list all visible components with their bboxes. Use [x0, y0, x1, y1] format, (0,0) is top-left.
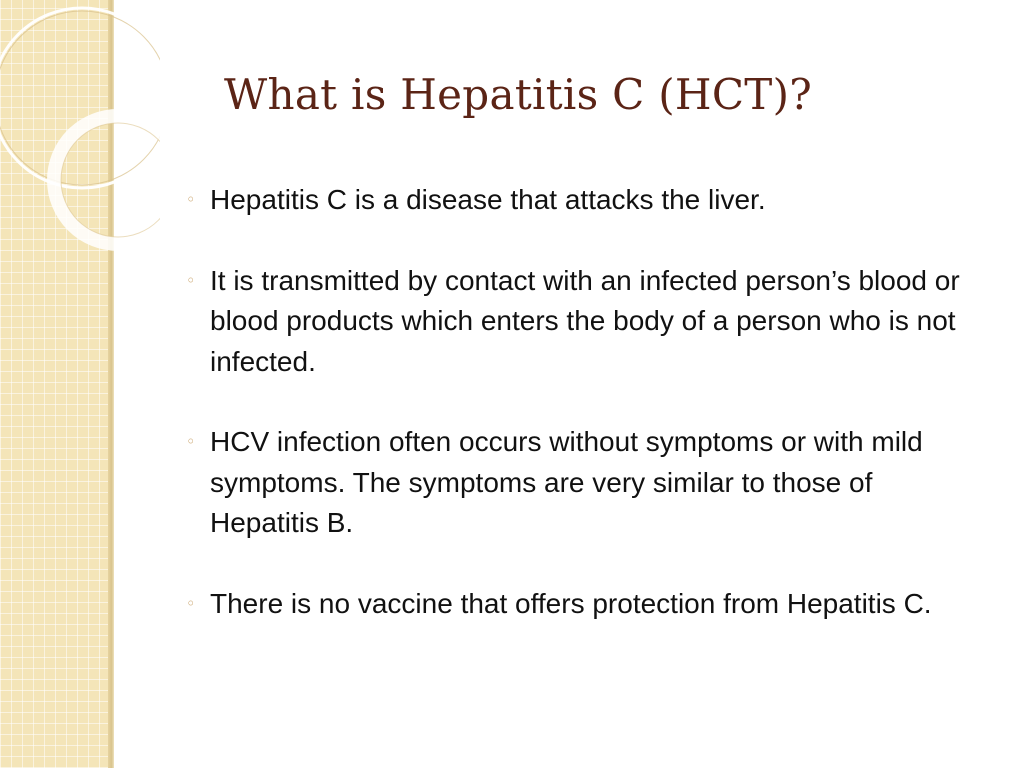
bullet-item	[180, 422, 970, 544]
bullet-circle-icon: ◦	[186, 432, 196, 451]
bullet-item	[180, 180, 970, 221]
bullet-text: There is no vaccine that offers protection from Hepatitis C.	[210, 587, 932, 619]
bullet-item	[180, 584, 970, 625]
bullet-item	[180, 261, 970, 383]
bullet-text: Hepatitis C is a disease that attacks the liver.	[210, 184, 766, 215]
bullet-text: It is transmitted by contact with an infected person’s blood or blood products which enters the body of a person who is not infected.	[210, 264, 960, 377]
bullet-circle-icon: ◦	[186, 593, 196, 613]
bullet-circle-icon: ◦	[186, 270, 196, 290]
bullet-list	[180, 180, 970, 664]
decorative-rings-graphic	[0, 0, 160, 260]
slide-title: What is Hepatitis C (HCT)?	[224, 70, 813, 119]
bullet-circle-icon: ◦	[186, 190, 196, 209]
bullet-text: HCV infection often occurs without symptoms or with mild symptoms. The symptoms are very similar to those of Hepatitis B.	[210, 426, 923, 538]
